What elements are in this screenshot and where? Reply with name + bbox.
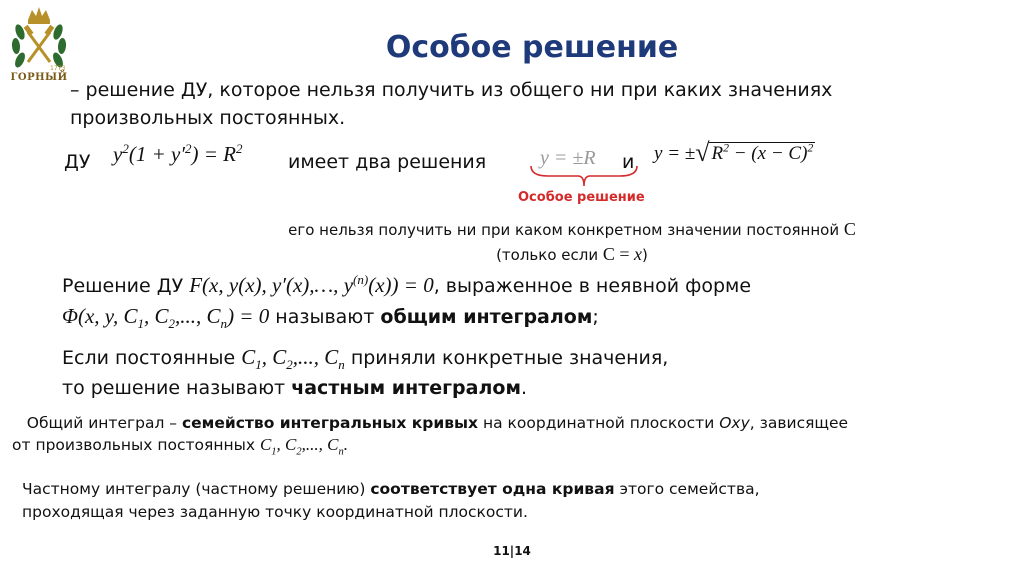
curve-line-2: проходящая через заданную точку координатной плоскости. <box>22 503 528 521</box>
family-term: семейство интегральных кривых <box>181 414 479 432</box>
general-called: называют <box>269 306 375 328</box>
family-post: , зависящее <box>749 414 849 432</box>
definition-line-2: произвольных постоянных. <box>70 107 346 129</box>
special-solution-formula: y = ±R <box>540 147 596 169</box>
family-plane: Oxy <box>719 414 750 432</box>
and-text: и <box>622 151 635 173</box>
curve-text <box>22 478 760 524</box>
general-integral-formula: Φ(x, y, $C_1$, $C_2$,..., $C_n) = 0$ <box>62 304 270 332</box>
note-constant: C <box>843 219 856 239</box>
implicit-ode-formula: F(x, y(x), y′(x),…, $y^{(n)}(x)) = 0$ <box>189 272 434 297</box>
curve-post: этого семейства, <box>614 480 760 498</box>
particular-integral-term: частным интегралом <box>291 377 521 399</box>
underbrace <box>528 164 640 188</box>
note-line-1: его нельзя получить ни при каком конкретном значении постоянной <box>288 221 840 239</box>
general-implicit: , выраженное в неявной форме <box>433 275 752 297</box>
curve-pre: Частному интегралу (частному решению) <box>22 480 371 498</box>
family-mid: на координатной плоскости <box>478 414 720 432</box>
general-integral-term: общим интегралом <box>380 306 593 328</box>
has-two-solutions-text: имеет два решения <box>288 151 487 173</box>
general-end: ; <box>592 306 599 328</box>
du-label: ДУ <box>64 151 91 173</box>
family-pre: Общий интеграл – <box>26 414 182 432</box>
ode-formula: $y^2(1 + y'^2) = R^2$ <box>113 141 243 166</box>
definition-line-1: – решение ДУ, которое нельзя получить из общего ни при каких значениях <box>70 79 833 101</box>
logo-caption: ГОРНЫЙ <box>10 72 68 83</box>
family-text <box>12 412 848 456</box>
logo-year: 1773 <box>50 65 66 72</box>
definition-text <box>70 76 832 132</box>
general-prefix: Решение ДУ <box>62 275 184 297</box>
particular-end: . <box>520 377 528 399</box>
general-solution-formula: y = ±√ $R^2 - (x - C)^2$ <box>654 138 814 167</box>
particular-integral-text <box>62 342 668 403</box>
constant-note <box>0 217 1024 267</box>
crown-icon <box>28 7 50 24</box>
family-constants: $C_1$, $C_2$,..., $C_n$. <box>259 435 349 458</box>
general-integral-text <box>62 270 751 332</box>
constants-list: $C_1$, $C_2$,..., $C_n$ <box>241 345 345 373</box>
special-solution-label: Особое решение <box>518 190 645 205</box>
page-number: 11|14 <box>493 544 531 558</box>
family-line-2: от произвольных постоянных <box>12 436 255 454</box>
particular-line2-pre: то решение называют <box>62 377 286 399</box>
note-condition: C = x <box>602 244 643 264</box>
page-title: Особое решение <box>385 30 679 65</box>
particular-line1-pre: Если постоянные <box>62 347 236 369</box>
note-open: (только если <box>496 246 599 264</box>
particular-line1-post: приняли конкретные значения, <box>344 347 669 369</box>
curve-term: соответствует одна кривая <box>370 480 615 498</box>
note-close: ) <box>642 246 648 264</box>
